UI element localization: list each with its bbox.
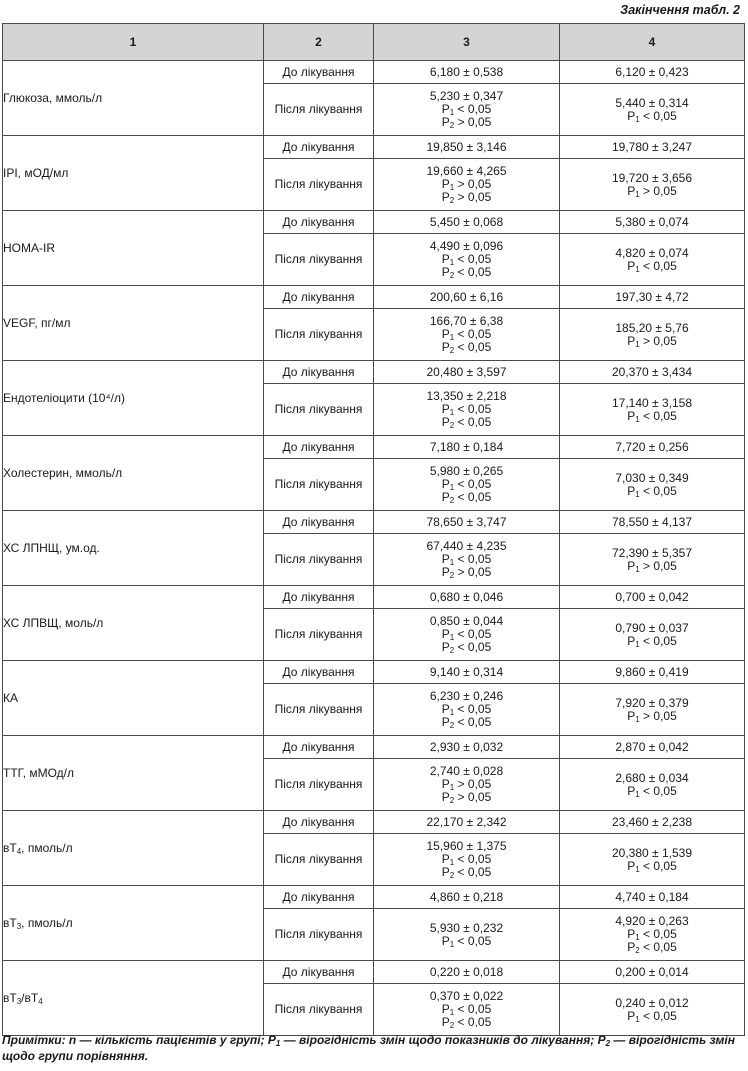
group3-after-value: [374, 909, 560, 961]
cell-line: $P_2 < 0,05$: [441, 865, 492, 880]
cell-line: 6,230 ± 0,246: [429, 689, 504, 703]
group4-after-value: [560, 84, 745, 136]
cell-line: $P_2 < 0,05$: [627, 940, 677, 955]
group3-after-value: [374, 84, 560, 136]
stage-before: До лікування: [264, 436, 374, 459]
header-col-3: 3: [374, 24, 560, 61]
stage-after: Після лікування: [264, 984, 374, 1036]
group3-after-value: [374, 684, 560, 736]
table-row-before: [3, 136, 745, 159]
cell-line: $P_1 > 0,05$: [627, 333, 677, 349]
cell-line: 7,030 ± 0,349: [615, 470, 689, 485]
header-row: [3, 24, 745, 61]
cell-line: $P_1 < 0,05$: [627, 483, 677, 499]
indicator-name: ТТГ, мМОд/л: [3, 736, 264, 811]
cell-line: $P_1 > 0,05$: [441, 777, 492, 792]
group3-after-value: [374, 459, 560, 511]
table-row-before: [3, 361, 745, 384]
cell-line: 67,440 ± 4,235: [426, 539, 507, 553]
cell-line: 19,720 ± 3,656: [612, 170, 692, 185]
group4-after-value: [560, 609, 745, 661]
group3-before-value: 20,480 ± 3,597: [374, 361, 560, 384]
cell-line: $P_1 > 0,05$: [627, 183, 677, 199]
cell-line: $P_2 < 0,05$: [441, 340, 492, 355]
indicator-name: $вТ_3$, пмоль/л: [3, 886, 264, 961]
group4-before-value: 0,700 ± 0,042: [560, 586, 745, 609]
stage-after: Після лікування: [264, 234, 374, 286]
cell-line: $P_1 < 0,05$: [441, 852, 492, 867]
indicator-name: Холестерин, ммоль/л: [3, 436, 264, 511]
cell-line: 15,960 ± 1,375: [426, 839, 507, 853]
cell-line: $P_2 > 0,05$: [441, 790, 492, 805]
indicator-name: VEGF, пг/мл: [3, 286, 264, 361]
stage-before: До лікування: [264, 586, 374, 609]
header-col-2: 2: [264, 24, 374, 61]
stage-before: До лікування: [264, 886, 374, 909]
group4-after-value: [560, 309, 745, 361]
cell-line: $P_1 < 0,05$: [441, 477, 492, 492]
stage-before: До лікування: [264, 361, 374, 384]
table-body: [3, 61, 745, 1036]
group3-after-value: [374, 234, 560, 286]
cell-line: $P_1 < 0,05$: [441, 1002, 492, 1017]
group3-before-value: 4,860 ± 0,218: [374, 886, 560, 909]
group4-before-value: 23,460 ± 2,238: [560, 811, 745, 834]
table-row-before: [3, 286, 745, 309]
indicator-name: ХС ЛПНЩ, ум.од.: [3, 511, 264, 586]
indicator-name: КА: [3, 661, 264, 736]
group3-before-value: 9,140 ± 0,314: [374, 661, 560, 684]
stage-before: До лікування: [264, 511, 374, 534]
cell-line: $P_2 < 0,05$: [441, 490, 492, 505]
table-notes: Примітки: n — кількість пацієнтів у групі; $P_1$ — вірогідність змін щодо показників до лікування; $P_2$ — вірогідність змін щодо групи порівняння.: [2, 1033, 735, 1063]
group4-after-value: [560, 384, 745, 436]
stage-before: До лікування: [264, 736, 374, 759]
stage-after: Після лікування: [264, 759, 374, 811]
indicator-name: Глюкоза, ммоль/л: [3, 61, 264, 136]
cell-line: $P_2 > 0,05$: [441, 565, 492, 580]
group3-after-value: [374, 609, 560, 661]
group3-before-value: 200,60 ± 6,16: [374, 286, 560, 309]
table-row-before: [3, 436, 745, 459]
cell-line: $P_1 < 0,05$: [627, 1008, 677, 1024]
stage-before: До лікування: [264, 136, 374, 159]
cell-line: $P_1 < 0,05$: [627, 927, 677, 942]
cell-line: 0,240 ± 0,012: [615, 995, 689, 1010]
table-caption: Закінчення табл. 2: [620, 3, 740, 17]
group3-after-value: [374, 384, 560, 436]
group4-before-value: 19,780 ± 3,247: [560, 136, 745, 159]
group3-after-value: [374, 159, 560, 211]
stage-before: До лікування: [264, 211, 374, 234]
group3-after-value: [374, 534, 560, 586]
stage-after: Після лікування: [264, 384, 374, 436]
cell-line: $P_1 > 0,05$: [627, 558, 677, 574]
cell-line: 5,930 ± 0,232: [429, 920, 504, 935]
table-row-before: [3, 586, 745, 609]
cell-line: $P_1 > 0,05$: [627, 708, 677, 724]
cell-line: $P_1 > 0,05$: [441, 177, 492, 192]
group3-before-value: 19,850 ± 3,146: [374, 136, 560, 159]
group3-before-value: 78,650 ± 3,747: [374, 511, 560, 534]
cell-line: 0,850 ± 0,044: [429, 614, 504, 628]
cell-line: 13,350 ± 2,218: [426, 389, 507, 403]
cell-line: 5,440 ± 0,314: [615, 95, 689, 110]
group3-after-value: [374, 759, 560, 811]
table-row-before: [3, 736, 745, 759]
group4-after-value: [560, 234, 745, 286]
cell-line: 0,790 ± 0,037: [615, 620, 689, 635]
group4-before-value: 197,30 ± 4,72: [560, 286, 745, 309]
cell-line: $P_1 < 0,05$: [441, 252, 492, 267]
stage-after: Після лікування: [264, 909, 374, 961]
table-row-before: [3, 811, 745, 834]
stage-before: До лікування: [264, 286, 374, 309]
cell-line: $P_2 > 0,05$: [441, 190, 492, 205]
stage-after: Після лікування: [264, 684, 374, 736]
cell-line: $P_2 > 0,05$: [441, 115, 492, 130]
group3-after-value: [374, 834, 560, 886]
stage-after: Після лікування: [264, 159, 374, 211]
group4-after-value: [560, 984, 745, 1036]
cell-line: 5,230 ± 0,347: [429, 89, 504, 103]
cell-line: $P_1 < 0,05$: [441, 933, 492, 949]
cell-line: $P_1 < 0,05$: [627, 858, 677, 874]
cell-line: 72,390 ± 5,357: [612, 545, 692, 560]
stage-after: Після лікування: [264, 834, 374, 886]
indicator-name: ХС ЛПВЩ, моль/л: [3, 586, 264, 661]
cell-line: $P_1 < 0,05$: [627, 633, 677, 649]
indicator-name: Ендотеліоцити (10⁴/л): [3, 361, 264, 436]
group4-after-value: [560, 759, 745, 811]
group4-after-value: [560, 159, 745, 211]
cell-line: $P_1 < 0,05$: [627, 408, 677, 424]
group3-before-value: 22,170 ± 2,342: [374, 811, 560, 834]
cell-line: 4,920 ± 0,263: [615, 914, 689, 928]
group3-before-value: 0,220 ± 0,018: [374, 961, 560, 984]
group4-before-value: 0,200 ± 0,014: [560, 961, 745, 984]
group4-before-value: 20,370 ± 3,434: [560, 361, 745, 384]
group4-after-value: [560, 834, 745, 886]
stage-after: Після лікування: [264, 309, 374, 361]
indicator-name: $вТ_4$, пмоль/л: [3, 811, 264, 886]
stage-before: До лікування: [264, 661, 374, 684]
cell-line: $P_1 < 0,05$: [441, 702, 492, 717]
cell-line: 4,820 ± 0,074: [615, 245, 689, 260]
group4-after-value: [560, 459, 745, 511]
group4-before-value: 4,740 ± 0,184: [560, 886, 745, 909]
table-row-before: [3, 961, 745, 984]
group4-after-value: [560, 534, 745, 586]
stage-after: Після лікування: [264, 609, 374, 661]
cell-line: 2,740 ± 0,028: [429, 764, 504, 778]
stage-before: До лікування: [264, 961, 374, 984]
cell-line: 5,980 ± 0,265: [429, 464, 504, 478]
table-row-before: [3, 661, 745, 684]
group4-after-value: [560, 909, 745, 961]
table-row-before: [3, 211, 745, 234]
indicator-name: $вТ_3/вТ_4$: [3, 961, 264, 1036]
cell-line: 166,70 ± 6,38: [429, 314, 504, 328]
group3-before-value: 2,930 ± 0,032: [374, 736, 560, 759]
header-col-4: 4: [560, 24, 745, 61]
group3-before-value: 0,680 ± 0,046: [374, 586, 560, 609]
cell-line: 0,370 ± 0,022: [429, 989, 504, 1003]
cell-line: 7,920 ± 0,379: [615, 695, 689, 710]
cell-line: $P_1 < 0,05$: [441, 327, 492, 342]
group3-before-value: 6,180 ± 0,538: [374, 61, 560, 84]
group3-before-value: 5,450 ± 0,068: [374, 211, 560, 234]
cell-line: $P_1 < 0,05$: [441, 627, 492, 642]
group3-after-value: [374, 984, 560, 1036]
table-row-before: [3, 61, 745, 84]
header-col-1: 1: [3, 24, 264, 61]
cell-line: $P_2 < 0,05$: [441, 415, 492, 430]
group4-before-value: 7,720 ± 0,256: [560, 436, 745, 459]
cell-line: $P_1 < 0,05$: [627, 258, 677, 274]
stage-after: Після лікування: [264, 84, 374, 136]
group4-before-value: 2,870 ± 0,042: [560, 736, 745, 759]
group4-before-value: 9,860 ± 0,419: [560, 661, 745, 684]
cell-line: $P_1 < 0,05$: [441, 552, 492, 567]
stage-before: До лікування: [264, 61, 374, 84]
cell-line: 185,20 ± 5,76: [615, 320, 689, 335]
cell-line: 19,660 ± 4,265: [426, 164, 507, 178]
stage-before: До лікування: [264, 811, 374, 834]
cell-line: 17,140 ± 3,158: [612, 395, 692, 410]
group4-after-value: [560, 684, 745, 736]
indicator-name: HOMA-IR: [3, 211, 264, 286]
stage-after: Після лікування: [264, 459, 374, 511]
group4-before-value: 5,380 ± 0,074: [560, 211, 745, 234]
cell-line: 20,380 ± 1,539: [612, 845, 692, 860]
indicator-name: IPI, мОД/мл: [3, 136, 264, 211]
group4-before-value: 6,120 ± 0,423: [560, 61, 745, 84]
cell-line: 2,680 ± 0,034: [615, 770, 689, 785]
table-row-before: [3, 886, 745, 909]
table-row-before: [3, 511, 745, 534]
cell-line: $P_1 < 0,05$: [627, 108, 677, 124]
cell-line: $P_2 < 0,05$: [441, 265, 492, 280]
cell-line: $P_2 < 0,05$: [441, 715, 492, 730]
cell-line: $P_1 < 0,05$: [441, 402, 492, 417]
cell-line: $P_1 < 0,05$: [627, 783, 677, 799]
cell-line: $P_1 < 0,05$: [441, 102, 492, 117]
stage-after: Після лікування: [264, 534, 374, 586]
cell-line: 4,490 ± 0,096: [429, 239, 504, 253]
group4-before-value: 78,550 ± 4,137: [560, 511, 745, 534]
group3-before-value: 7,180 ± 0,184: [374, 436, 560, 459]
data-table: [2, 23, 745, 1036]
group3-after-value: [374, 309, 560, 361]
cell-line: $P_2 < 0,05$: [441, 1015, 492, 1030]
cell-line: $P_2 < 0,05$: [441, 640, 492, 655]
